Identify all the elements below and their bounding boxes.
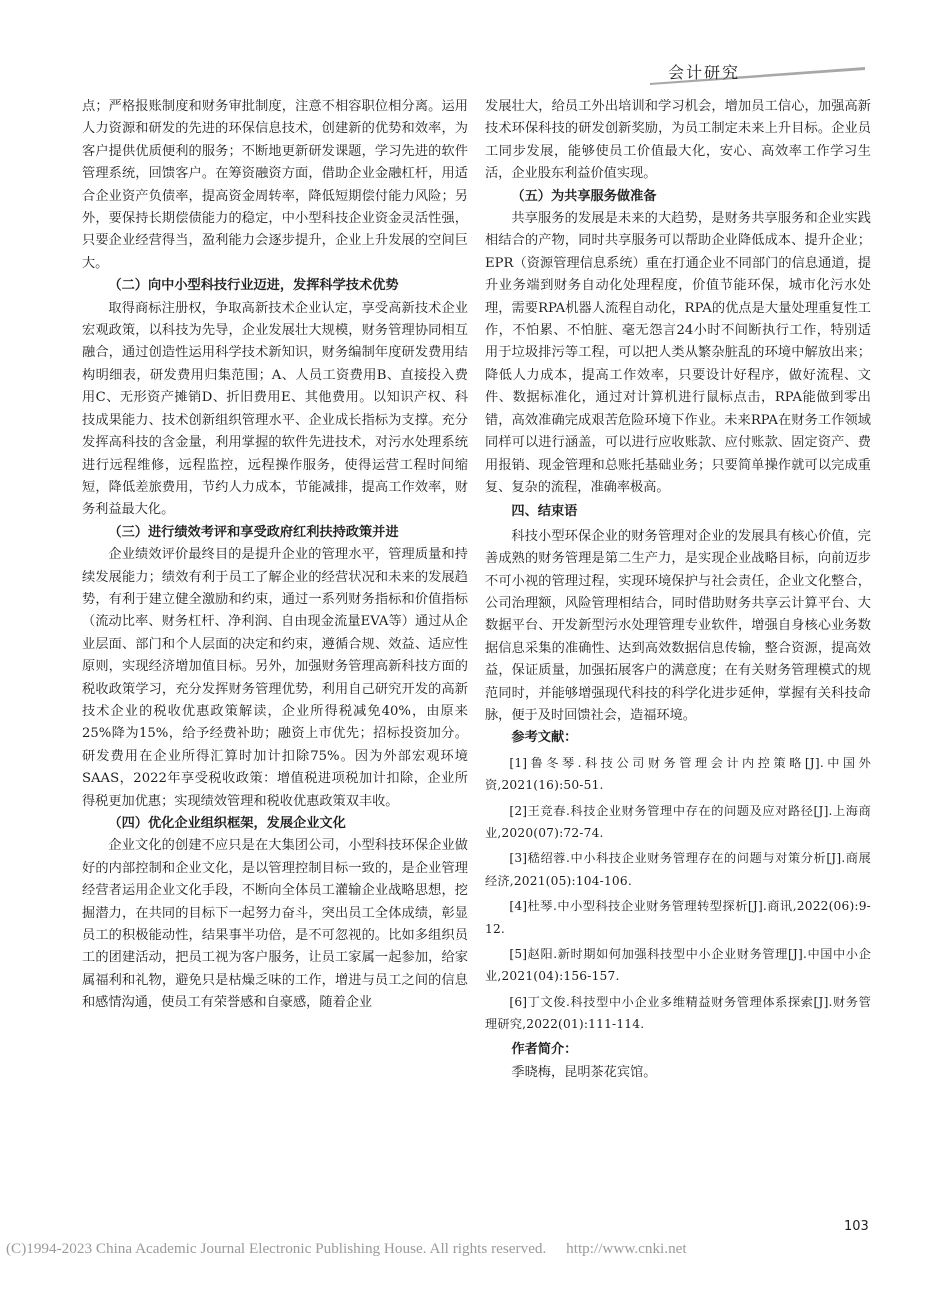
paragraph: 企业绩效评价最终目的是提升企业的管理水平，管理质量和持续发展能力；绩效有利于员工了解企业的经营状况和未来的发展趋势，有利于建立健全激励和约束，通过一系列财务指标和价值指标（流动比率、财务杠杆、净利润、自由现金流量EVA等）通过从企业层面、部门和个人层面的决定和约束，遵循合规、效益、适应性原则，实现经济增加值目标。另外，加强财务管理高新科技方面的税收政策学习，充分发挥财务管理优势，利用自己研究开发的高新技术企业的税收优惠政策解读，企业所得税减免40%，由原来25%降为15%，给予经费补助；融资上市优先；招标投资加分。研发费用在企业所得汇算时加计扣除75%。因为外部宏观环境SAAS，2022年享受税收政策：增值税进项税加计扣除，企业所得税更加优惠；实现绩效管理和税收优惠政策双丰收。 [82, 547, 468, 809]
section-heading: （二）向中小型科技行业迈进，发挥科学技术优势 [108, 278, 399, 294]
journal-section-title: 会计研究 [668, 63, 741, 82]
reference-item: [1]鲁冬琴.科技公司财务管理会计内控策略[J].中国外资,2021(16):50-51. [485, 755, 871, 793]
author-label: 作者简介： [511, 1041, 578, 1057]
reference-item: [4]杜琴.中小型科技企业财务管理转型探析[J].商讯,2022(06):9-12. [485, 899, 871, 936]
paragraph: 科技小型环保企业的财务管理对企业的发展具有核心价值，完善成熟的财务管理是第二生产力，是实现企业战略目标，向前迈步不可小视的管理过程，实现环境保护与社会责任，企业文化整合，公司治理额，风险管理相结合，同时借助财务共享云计算平台、大数据平台、开发新型污水处理管理专业软件，增强自身核心业务数据信息采集的准确性、达到高效数据信息传输，整合资源，提高效益，保证质量，加强拓展客户的满意度；在有关财务管理模式的规范同时，并能够增强现代科技的科学化进步延伸，掌握有关科技命脉，便于及时回馈社会，造福环境。 [485, 528, 871, 723]
reference-item: [3]嵇绍蓉.中小科技企业财务管理存在的问题与对策分析[J].商展经济,2021(05):104-106. [485, 851, 871, 888]
section-heading: （五）为共享服务做准备 [511, 188, 657, 204]
copyright-footer [6, 1240, 687, 1258]
paragraph: 共享服务的发展是未来的大趋势，是财务共享服务和企业实践相结合的产物，同时共享服务可以帮助企业降低成本、提升企业；EPR（资源管理信息系统）重在打通企业不同部门的信息通道，提升业务端到财务自动化处理程度，价值节能环保，城市化污水处理，需要RPA机器人流程自动化，RPA的优点是大量处理重复性工作，不怕累、不怕脏、毫无怨言24小时不间断执行工作，特别适用于垃圾排污等工程，可以把人类从繁杂脏乱的环境中解放出来；降低人力成本，提高工作效率，只要设计好程序，做好流程、文件、数据标准化，通过对计算机进行鼠标点击，RPA能做到零出错，高效准确完成艰苦危险环境下作业。未来RPA在财务工作领域同样可以进行涵盖，可以进行应收账款、应付账款、固定资产、费用报销、现金管理和总账托基础业务；只要简单操作就可以完成重复、复杂的流程，准确率极高。 [485, 211, 871, 495]
author-info: 季晓梅，昆明茶花宾馆。 [511, 1065, 657, 1081]
reference-list [485, 752, 871, 1036]
references-label: 参考文献： [511, 730, 578, 746]
footer-url: http://www.cnki.net [566, 1240, 687, 1257]
reference-item: [6]丁文俊.科技型中小企业多维精益财务管理体系探索[J].财务管理研究,2022(01):111-114. [485, 994, 871, 1032]
section-heading: （三）进行绩效考评和享受政府红利扶持政策并进 [108, 524, 399, 540]
section-title-conclusion: 四、结束语 [511, 504, 578, 520]
right-column [485, 96, 871, 1085]
paragraph: 取得商标注册权，争取高新技术企业认定，享受高新技术企业宏观政策，以科技为先导，企业发展壮大规模，财务管理协同相互融合，通过创造性运用科学技术新知识，财务编制年度研发费用结构明细表，研发费用归集范围；A、人员工资费用B、直接投入费用C、无形资产摊销D、折旧费用E、其他费用。以知识产权、科技成果能力、技术创新组织管理水平、企业成长指标为支撑。充分发挥高科技的含金量，利用掌握的软件先进技术，对污水处理系统进行远程维修，远程监控，远程操作服务，使得运营工程时间缩短，降低差旅费用，节约人力成本，节能减排，提高工作效率，财务利益最大化。 [82, 300, 468, 518]
reference-item: [5]赵阳.新时期如何加强科技型中小企业财务管理[J].中国中小企业,2021(04):156-157. [485, 947, 871, 984]
paragraph: 企业文化的创建不应只是在大集团公司，小型科技环保企业做好的内部控制和企业文化，是以管理控制目标一致的，是企业管理经营者运用企业文化手段，不断向全体员工灌输企业战略思想，挖掘潜力，在共同的目标下一起努力奋斗，突出员工全体成绩，彰显员工的积极能动性，结果事半功倍，是不可忽视的。比如多组织员工的团建活动，把员工视为客户服务，让员工家属一起参加，给家属福利和礼物，避免只是枯燥乏味的工作，增进与员工之间的信息和感情沟通，使员工有荣誉感和自豪感，随着企业 [82, 838, 468, 1011]
section-heading: （四）优化企业组织框架，发展企业文化 [108, 816, 346, 831]
paragraph: 发展壮大，给员工外出培训和学习机会，增加员工信心，加强高新技术环保科技的研发创新奖励，为员工制定未来上升目标。企业员工同步发展，能够使员工价值最大化，安心、高效率工作学习生活，企业股东利益价值实现。 [485, 99, 871, 182]
page-number: 103 [844, 1219, 869, 1234]
left-column [82, 96, 468, 1015]
reference-item: [2]王竞春.科技企业财务管理中存在的问题及应对路径[J].上海商业,2020(07):72-74. [485, 803, 871, 840]
paragraph: 点；严格报账制度和财务审批制度，注意不相容职位相分离。运用人力资源和研发的先进的环保信息技术，创建新的优势和效率，为客户提供优质便利的服务；不断地更新研发课题，学习先进的软件管理系统，回馈客户。在筹资融资方面，借助企业金融杠杆，用适合企业资产负债率，提高资金周转率，降低短期偿付能力风险；另外，要保持长期偿债能力的稳定，中小型科技企业资金灵活性强，只要企业经营得当，盈利能力会逐步提升，企业上升发展的空间巨大。 [82, 99, 468, 271]
copyright-text: (C)1994-2023 China Academic Journal Electronic Publishing House. All rights reserved. [6, 1240, 547, 1257]
